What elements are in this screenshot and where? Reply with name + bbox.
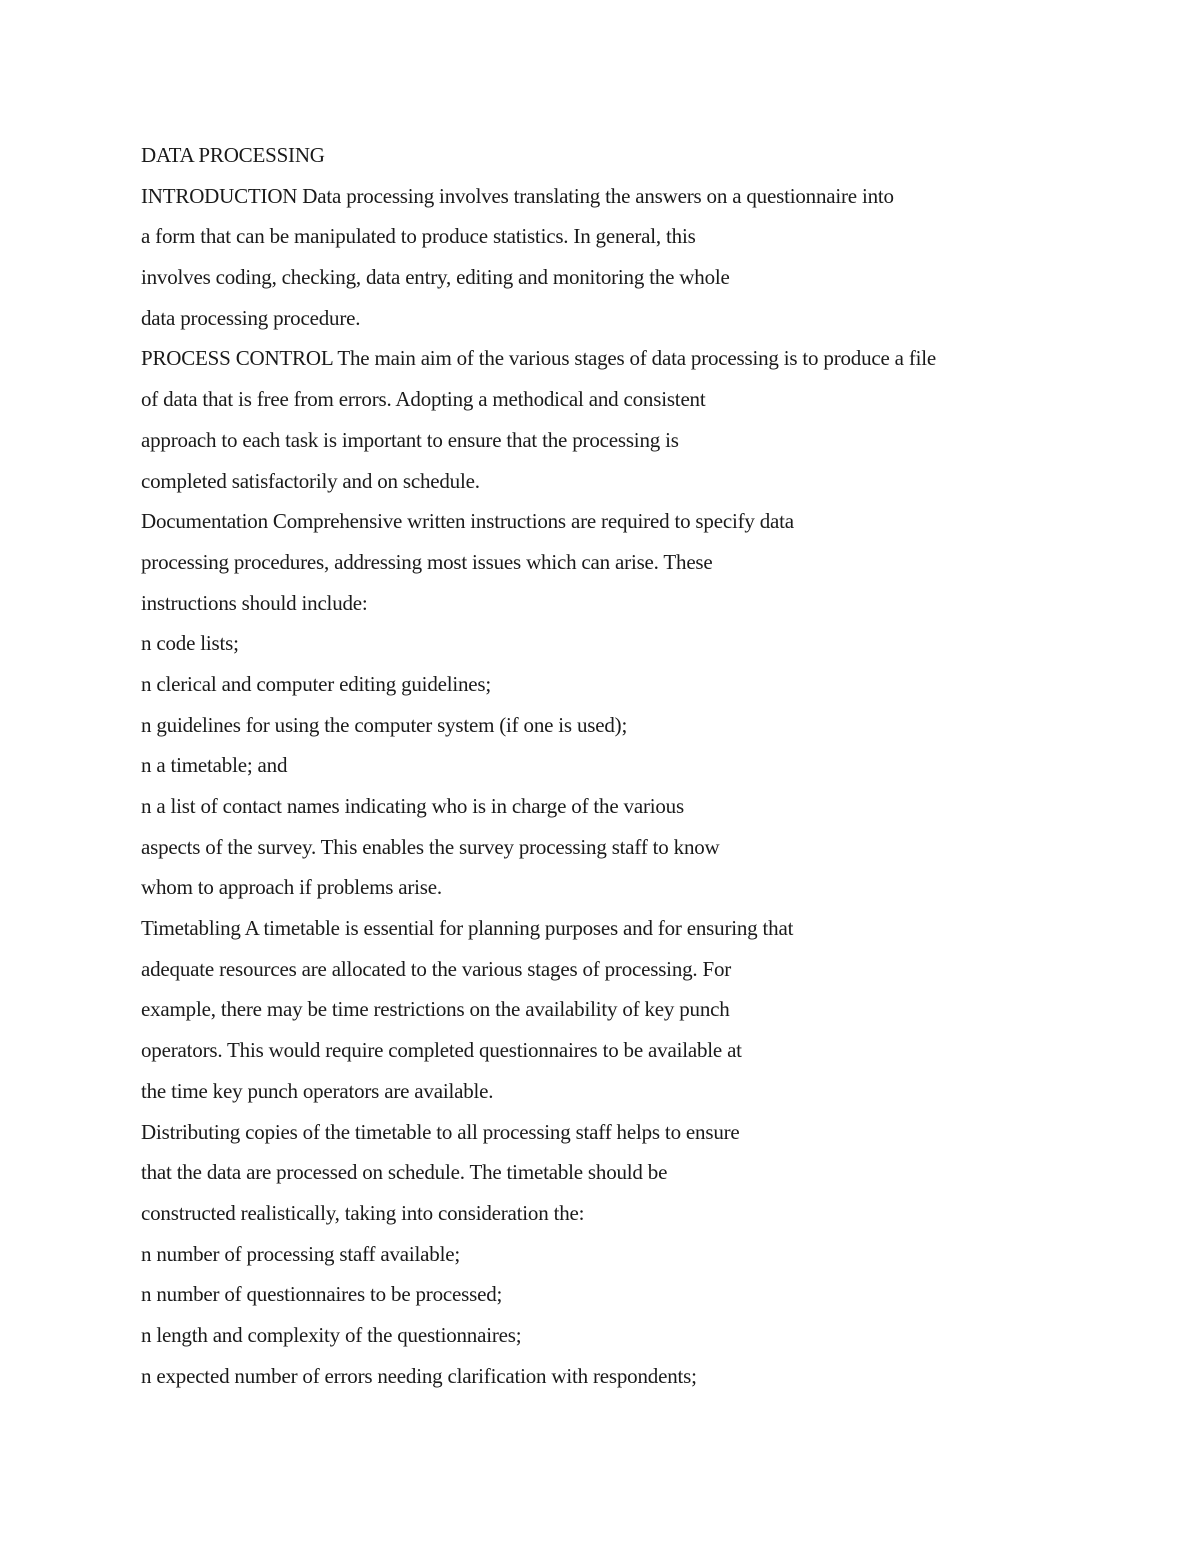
- text-line: aspects of the survey. This enables the survey processing staff to know: [141, 834, 720, 859]
- text-line: example, there may be time restrictions on the availability of key punch: [141, 997, 730, 1022]
- list-item: n number of questionnaires to be processed;: [141, 1282, 503, 1307]
- text-line: adequate resources are allocated to the various stages of processing. For: [141, 956, 732, 981]
- text-line: that the data are processed on schedule. The timetable should be: [141, 1160, 668, 1185]
- text-line: operators. This would require completed questionnaires to be available at: [141, 1038, 742, 1063]
- text-line: the time key punch operators are available.: [141, 1078, 494, 1103]
- text-line: processing procedures, addressing most issues which can arise. These: [141, 549, 713, 574]
- list-item: n clerical and computer editing guidelines;: [141, 671, 492, 696]
- text-line: Documentation Comprehensive written instructions are required to specify data: [141, 509, 794, 534]
- text-line: approach to each task is important to ensure that the processing is: [141, 427, 679, 452]
- document-title: DATA PROCESSING: [141, 143, 325, 167]
- text-line: Timetabling A timetable is essential for planning purposes and for ensuring that: [141, 916, 794, 941]
- list-item: n guidelines for using the computer system (if one is used);: [141, 712, 628, 737]
- text-line: involves coding, checking, data entry, editing and monitoring the whole: [141, 265, 730, 290]
- list-item: n a timetable; and: [141, 753, 288, 778]
- text-line: data processing procedure.: [141, 305, 361, 330]
- text-line: constructed realistically, taking into consideration the:: [141, 1200, 585, 1225]
- list-item: n expected number of errors needing clarification with respondents;: [141, 1363, 697, 1388]
- text-line: a form that can be manipulated to produce statistics. In general, this: [141, 224, 696, 249]
- document-body: [141, 135, 1121, 1396]
- text-line: Distributing copies of the timetable to all processing staff helps to ensure: [141, 1119, 740, 1144]
- list-item: n a list of contact names indicating who is in charge of the various: [141, 794, 684, 818]
- text-line: of data that is free from errors. Adopting a methodical and consistent: [141, 387, 706, 412]
- text-line: whom to approach if problems arise.: [141, 875, 442, 900]
- text-line: INTRODUCTION Data processing involves translating the answers on a questionnaire into: [141, 183, 894, 208]
- text-line: PROCESS CONTROL The main aim of the various stages of data processing is to produce a file: [141, 346, 937, 371]
- list-item: n number of processing staff available;: [141, 1241, 460, 1266]
- list-item: n code lists;: [141, 631, 239, 656]
- list-item: n length and complexity of the questionnaires;: [141, 1322, 522, 1347]
- text-line: instructions should include:: [141, 590, 368, 615]
- text-line: completed satisfactorily and on schedule.: [141, 468, 480, 493]
